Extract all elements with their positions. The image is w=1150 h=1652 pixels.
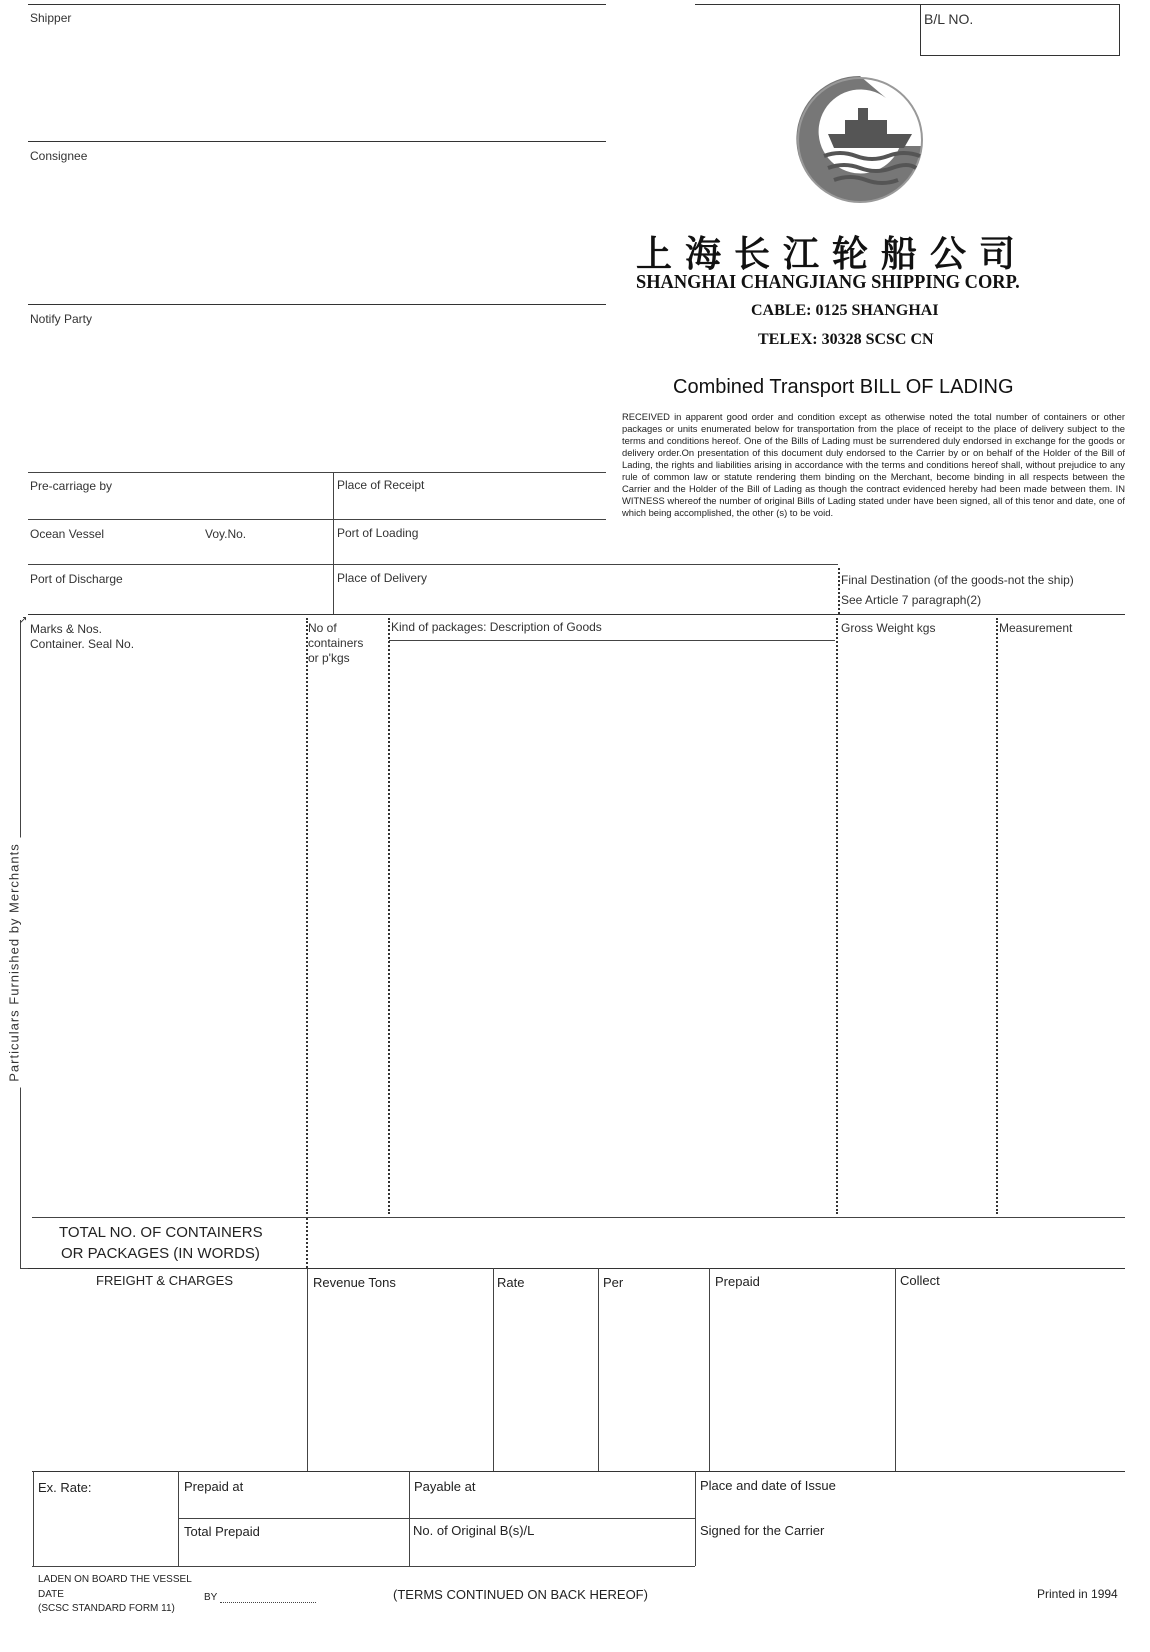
- company-name-en: SHANGHAI CHANGJIANG SHIPPING CORP.: [636, 271, 1020, 293]
- freight-divider-3: [598, 1268, 599, 1471]
- telex-text: TELEX: 30328 SCSC CN: [758, 331, 934, 348]
- bl-no-box[interactable]: [920, 4, 1120, 56]
- total-label-2: OR PACKAGES (IN WORDS): [61, 1245, 260, 1262]
- routing-rule-3: [28, 564, 838, 565]
- form-label: (SCSC STANDARD FORM 11): [38, 1603, 175, 1614]
- ocean-vessel-label: Ocean Vessel: [30, 527, 105, 541]
- col-divider-3: [836, 618, 838, 1214]
- bottom-divider-1: [178, 1471, 179, 1566]
- no-original-label: No. of Original B(s)/L: [413, 1523, 535, 1538]
- bl-no-label: B/L NO.: [924, 11, 974, 27]
- freight-charges-label: FREIGHT & CHARGES: [96, 1273, 234, 1288]
- port-loading-label: Port of Loading: [337, 526, 419, 540]
- total-prepaid-label: Total Prepaid: [184, 1524, 260, 1539]
- goods-top-rule: [28, 614, 1125, 615]
- terms-continued-label: (TERMS CONTINUED ON BACK HEREOF): [393, 1587, 648, 1602]
- cable-text: CABLE: 0125 SHANGHAI: [751, 302, 939, 319]
- freight-divider-2: [493, 1268, 494, 1471]
- revenue-tons-label: Revenue Tons: [313, 1275, 396, 1290]
- document-title: Combined Transport BILL OF LADING: [673, 376, 1014, 398]
- routing-rule-1: [28, 472, 606, 473]
- col-divider-4: [996, 618, 998, 1214]
- ex-rate-label: Ex. Rate:: [38, 1480, 92, 1495]
- place-receipt-label: Place of Receipt: [337, 478, 425, 492]
- no-containers-label-2: containers: [308, 636, 364, 650]
- company-logo: [790, 72, 930, 207]
- final-destination-label: Final Destination (of the goods-not the ship): [841, 573, 1074, 587]
- gross-weight-label: Gross Weight kgs: [841, 621, 936, 635]
- total-divider: [306, 1218, 308, 1268]
- see-article-label: See Article 7 paragraph(2): [841, 593, 982, 607]
- pre-carriage-label: Pre-carriage by: [30, 479, 113, 493]
- per-label: Per: [603, 1275, 624, 1290]
- bottom-end-rule: [32, 1566, 695, 1567]
- final-dest-divider: [838, 568, 840, 614]
- payable-at-label: Payable at: [414, 1479, 476, 1494]
- shipper-label: Shipper: [30, 11, 72, 25]
- bottom-divider-2: [409, 1471, 410, 1566]
- col-divider-2: [388, 618, 390, 1214]
- rate-label: Rate: [497, 1275, 525, 1290]
- col-divider-1: [306, 618, 308, 1214]
- routing-rule-2: [28, 519, 606, 520]
- freight-divider-5: [895, 1268, 896, 1471]
- place-delivery-label: Place of Delivery: [337, 571, 428, 585]
- seal-label: Container. Seal No.: [30, 637, 135, 651]
- marks-label: Marks & Nos.: [30, 622, 103, 636]
- measurement-label: Measurement: [999, 621, 1073, 635]
- kind-packages-label: Kind of packages: Description of Goods: [391, 620, 602, 634]
- consignee-label: Consignee: [30, 149, 88, 163]
- top-rule: [28, 4, 606, 5]
- company-name-cn: 上 海 长 江 轮 船 公 司: [636, 234, 1018, 274]
- routing-divider: [333, 472, 334, 614]
- total-label-1: TOTAL NO. OF CONTAINERS: [59, 1224, 263, 1241]
- date-label: DATE: [38, 1589, 64, 1600]
- notify-rule: [28, 304, 606, 305]
- notify-party-label: Notify Party: [30, 312, 93, 326]
- prepaid-at-label: Prepaid at: [184, 1479, 244, 1494]
- bottom-divider-3: [695, 1471, 696, 1566]
- kind-header-rule: [389, 640, 835, 641]
- bottom-top-rule: [32, 1471, 1125, 1472]
- laden-label: LADEN ON BOARD THE VESSEL: [38, 1574, 192, 1585]
- particulars-side-label: Particulars Furnished by Merchants: [7, 838, 22, 1088]
- by-signature-line: [220, 1602, 316, 1603]
- bottom-left-edge: [33, 1471, 34, 1566]
- received-terms-text: RECEIVED in apparent good order and condition except as otherwise noted the total number of containers or other packages or units enumerated below for transportation from the place of receipt to the place of delivery subject to the terms and conditions hereof. One of the Bills of Lading must be surrendered duly endorsed in exchange for the goods or delivery order.On presentation of this document duly endorsed to the Carrier by or on behalf of the Holder of the Bill of Lading, the rights and liabilities arising in accordance with the terms and conditions hereof shall, without prejudice to any rule of common law or statute rendering them binding on the Merchant, become binding in all respects between the Carrier and the Holder of the Bill of Lading as though the contract evidenced hereby had been made between them. IN WITNESS whereof the number of original Bills of Lading stated under have been signed, all of this tenor and date, one of which being accomplished, the other (s) to be void.: [622, 411, 1125, 518]
- collect-label: Collect: [900, 1273, 940, 1288]
- signed-carrier-label: Signed for the Carrier: [700, 1523, 825, 1538]
- freight-divider-1: [307, 1268, 308, 1471]
- place-date-issue-label: Place and date of Issue: [700, 1478, 836, 1493]
- consignee-rule: [28, 141, 606, 142]
- no-containers-label-3: or p'kgs: [308, 651, 350, 665]
- top-rule-right: [695, 4, 920, 5]
- bracket-top-arrow: ↗: [19, 615, 28, 626]
- voy-no-label: Voy.No.: [205, 527, 247, 541]
- by-label: BY: [204, 1592, 218, 1603]
- freight-divider-4: [709, 1268, 710, 1471]
- prepaid-label: Prepaid: [715, 1274, 760, 1289]
- freight-top-rule: [28, 1268, 1125, 1269]
- printed-label: Printed in 1994: [1037, 1587, 1118, 1601]
- port-discharge-label: Port of Discharge: [30, 572, 123, 586]
- bottom-mid-rule: [178, 1518, 695, 1519]
- no-containers-label-1: No of: [308, 621, 337, 635]
- total-top-rule: [32, 1217, 1125, 1218]
